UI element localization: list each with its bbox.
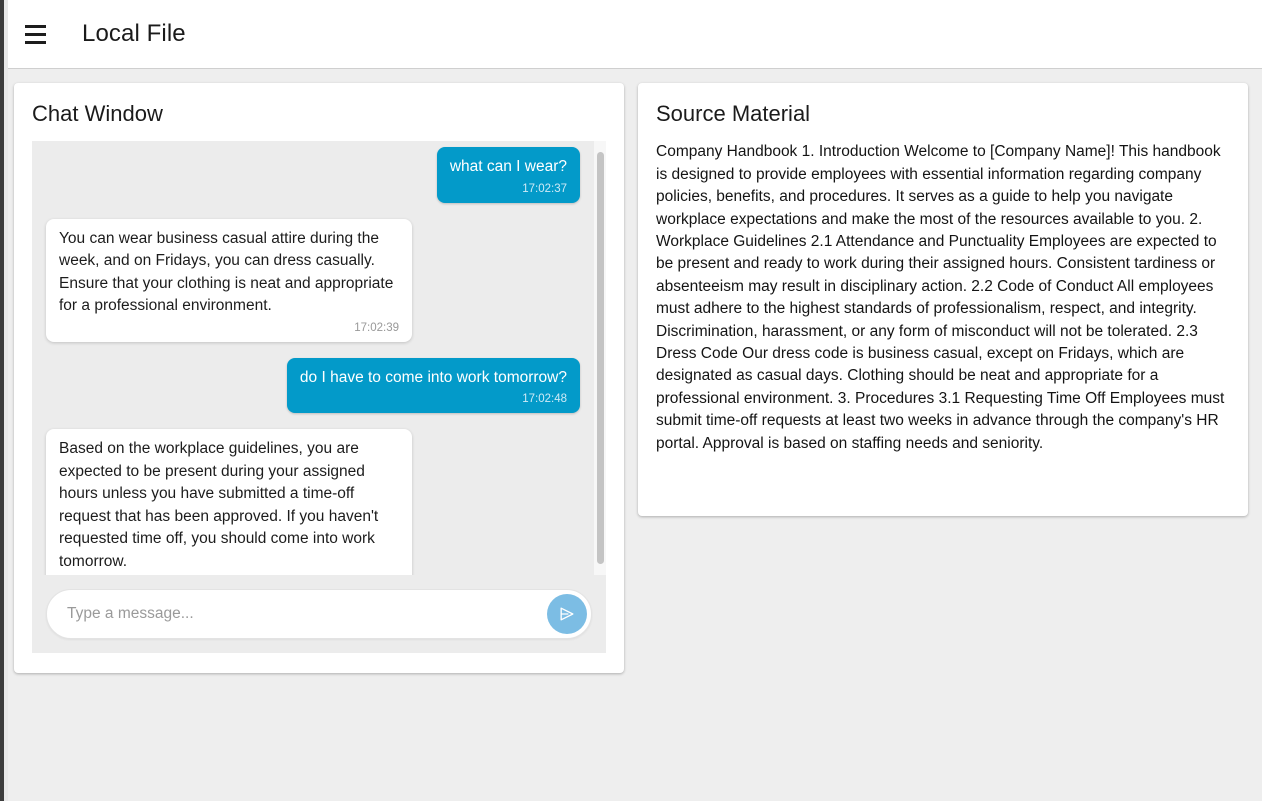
- chat-bubble-user: [287, 358, 580, 414]
- source-material-card: [638, 83, 1248, 516]
- chat-bubble-bot: [46, 429, 412, 597]
- main-content: [8, 70, 1262, 801]
- source-material-text: Company Handbook 1. Introduction Welcome to [Company Name]! This handbook is designed to provide employees with essential information regarding company policies, benefits, and procedures. It serves as a guide to help you navigate workplace expectations and make the most of the resources available to you. 2. Workplace Guidelines 2.1 Attendance and Punctuality Employees are expected to be present and ready to work during their assigned hours. Consistent tardiness or absenteeism may result in disciplinary action. 2.2 Code of Conduct All employees must adhere to the highest standards of professionalism, respect, and integrity. Discrimination, harassment, or any form of misconduct will not be tolerated. 2.3 Dress Code Our dress code is business casual, except on Fridays, which are designated as casual days. Clothing should be neat and appropriate for a professional environment. 3. Procedures 3.1 Requesting Time Off Employees must submit time-off requests at least two weeks in advance through the company's HR portal. Approval is based on staffing needs and seniority.: [656, 143, 1225, 452]
- chat-input-row: [32, 575, 606, 653]
- chat-message: [46, 219, 580, 342]
- menu-bar-3: [25, 41, 46, 44]
- chat-window-card: [14, 83, 624, 673]
- chat-message-timestamp: 17:02:37: [522, 182, 567, 195]
- message-input[interactable]: [47, 605, 591, 623]
- chat-message: [46, 429, 580, 597]
- menu-bar-2: [25, 33, 46, 36]
- chat-message-timestamp: 17:02:48: [522, 393, 567, 405]
- chat-message-timestamp: 17:02:39: [354, 321, 399, 334]
- hamburger-menu-icon[interactable]: [16, 15, 54, 53]
- chat-message-text: Based on the workplace guidelines, you are expected to be present during your assigned hours unless you have submitted a time-off request that has been approved. If you haven't requested time off, you should come into work tomorrow.: [59, 440, 383, 570]
- app-top-bar: [0, 0, 1262, 69]
- window-left-edge-inner: [4, 0, 8, 801]
- chat-bubble-bot: [46, 219, 412, 342]
- chat-window-title: Chat Window: [32, 101, 163, 126]
- chat-message-text: do I have to come into work tomorrow?: [299, 368, 567, 386]
- source-material-title: Source Material: [656, 101, 811, 126]
- chat-input-container: [46, 589, 592, 639]
- chat-message-text: You can wear business casual attire during the week, and on Fridays, you can dress casually. Ensure that your clothing is neat and appropriate for a professional environment.: [59, 229, 398, 314]
- page-title: Local File: [82, 20, 186, 47]
- chat-message: [46, 358, 580, 414]
- send-paper-plane-icon[interactable]: [547, 594, 587, 634]
- chat-message: [46, 147, 580, 203]
- chat-messages-list: [32, 141, 594, 575]
- chat-message-text: what can I wear?: [449, 158, 567, 175]
- menu-bar-1: [25, 25, 46, 28]
- chat-bubble-user: [437, 147, 580, 203]
- chat-scrollbar[interactable]: [594, 141, 606, 575]
- chat-scrollbar-thumb[interactable]: [597, 152, 604, 564]
- chat-messages-region: [32, 141, 606, 575]
